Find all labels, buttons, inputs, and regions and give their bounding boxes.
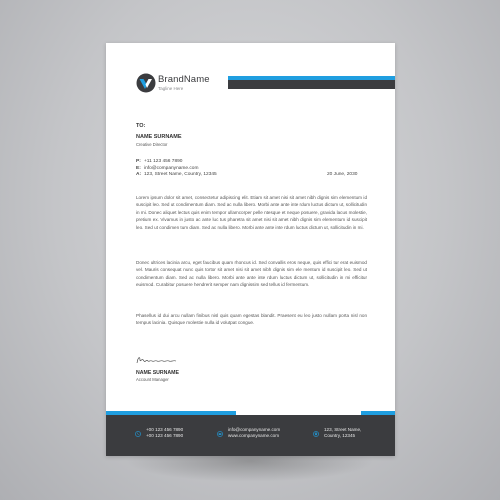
contact-address-row <box>136 172 217 179</box>
phone-icon <box>135 431 141 437</box>
footer-phone-1: +00 123 456 7890 <box>146 427 184 432</box>
brand-logo-icon <box>136 73 156 93</box>
contact-block <box>136 159 217 179</box>
phone-key: P: <box>136 159 141 164</box>
footer-address-1: 123, Street Name, <box>324 427 362 432</box>
contact-phone: +11 123 456 7890 <box>144 159 183 164</box>
footer-web <box>228 427 280 440</box>
footer-phone-2: +00 123 456 7890 <box>146 433 184 439</box>
signatory-name: NAME SURNAME <box>136 370 179 376</box>
handwritten-signature <box>136 355 178 365</box>
footer-website: www.companyname.com <box>228 433 280 439</box>
to-label: TO: <box>136 123 146 129</box>
contact-address: 123, Street Name, Country, 12345 <box>144 172 217 177</box>
footer-email: info@companyname.com <box>228 427 281 432</box>
letter-date: 20 June, 2030 <box>327 172 358 177</box>
brand-block <box>158 74 210 91</box>
brand-name: BrandName <box>158 74 210 85</box>
email-icon <box>217 431 223 437</box>
email-key: E: <box>136 165 141 171</box>
brand-tagline: Tagline Here <box>158 86 184 91</box>
contact-email: info@companyname.com <box>144 165 199 171</box>
header-dark-bar <box>228 80 395 89</box>
recipient-name: NAME SURNAME <box>136 134 182 140</box>
paper-shadow <box>125 452 375 482</box>
signatory-title: Account Manager <box>136 377 169 382</box>
body-paragraph-2: Donec ultrices lacinia arcu, eget faucibus quam rhoncus id. Sed convallis eros neque, quis effici tur erat euismod vel. Mauris consequat nunc quis tortor sit amet nisi sit amet nibh dignis sim ele mentum id suscipit leo. Sed ut condimentum diam. Sed ac nulla libero. Morbi ante ante inte rdum luctus dictum ut, sollicitudin in mi efficitur euismod. Curabitur posuere hendrerit semper nam dignissim sed tellus id fermentum. <box>136 260 367 288</box>
location-icon <box>313 431 319 437</box>
footer-phones <box>146 427 183 440</box>
letterhead-sheet <box>106 43 395 456</box>
address-key: A: <box>136 172 142 177</box>
body-paragraph-1: Lorem ipsum dolor sit amet, consectetur adipiscing elit. Etiam sit amet nisi sit amet nibh dignis sim elementum id suscipit leo. Sed ut condimentum diam. Sed ac nulla libero. Morbi ante ante inte rdum luctus dictum ut, sollicitudin in mi. Donec aliquet lectus quis enim tempor ullamcorper pelle ntesque et neque posuere, gravida lacus molestie, pretium ex. Vivamus in justo ac ante luc tus pharetra sit amet nisi sit amet nibh dignis sim elementum id suscipit leo. Sed ut condimen tum diam. Sed ac nulla libero. Morbi ante ante inte rdum luctus dictum ut, sollicitudin in mi. <box>136 195 367 230</box>
footer-address <box>324 427 361 440</box>
footer-address-2: Country, 12345 <box>324 433 356 439</box>
recipient-title: Creative Director <box>136 141 168 147</box>
body-paragraph-3: Phasellus id dui arcu nullam finibus nisl quis quam egestas blandit. Praesent eu leo justo nullam porta nisl non tempus lacinia. Quisque molestie nulla id volutpat congue. <box>136 313 367 326</box>
